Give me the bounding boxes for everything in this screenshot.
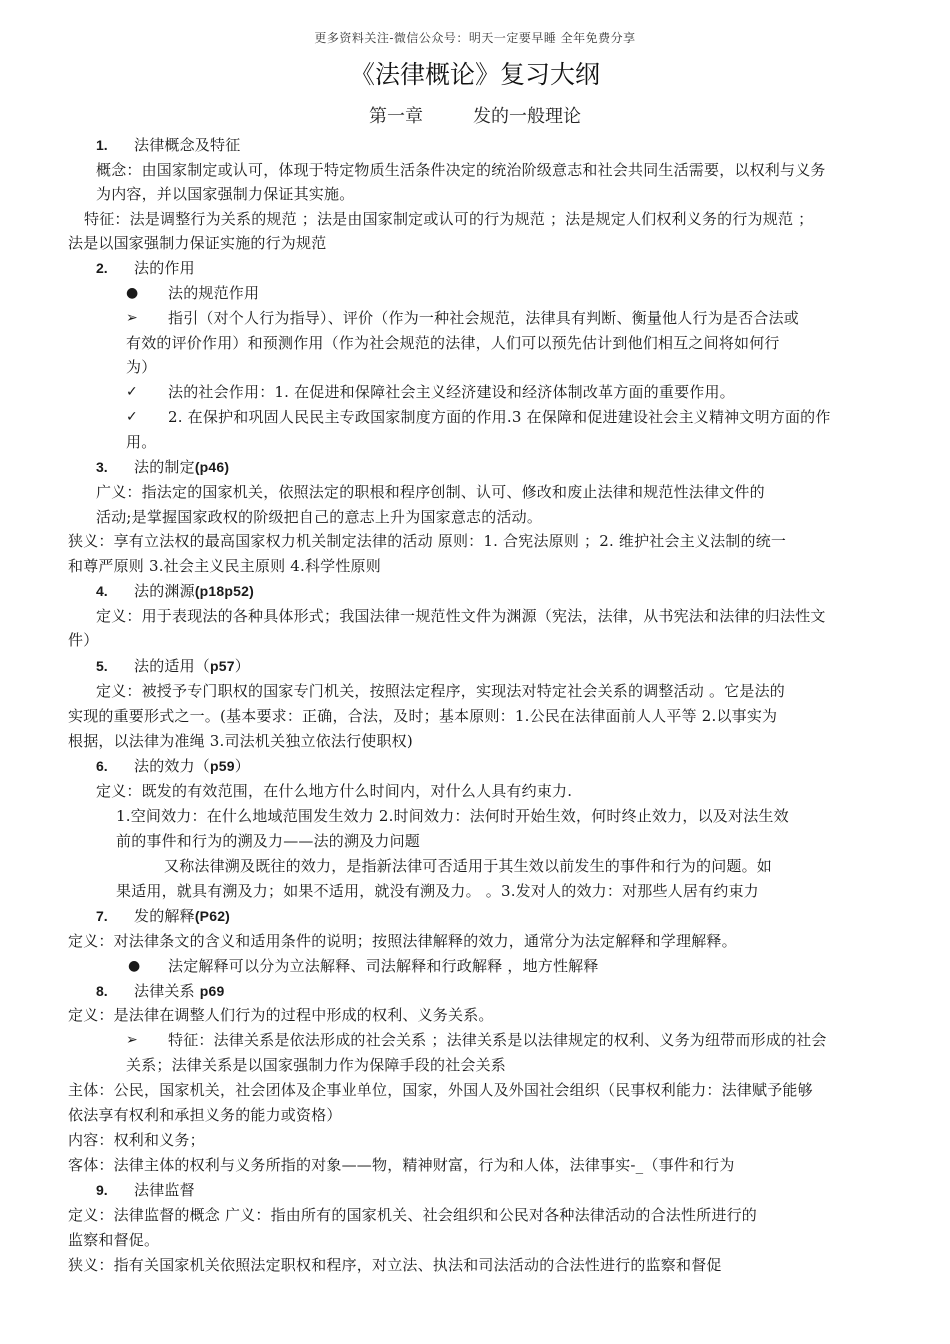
page-ref: p59 bbox=[210, 758, 235, 774]
section-number: 2. bbox=[96, 260, 108, 276]
section-number: 5. bbox=[96, 658, 108, 674]
bullet-dot-icon: ● bbox=[126, 285, 139, 301]
text-line: 件） bbox=[68, 631, 99, 649]
heading-tail: ） bbox=[234, 757, 250, 775]
text-line: 根据，以法律为准绳 3.司法机关独立依法行使职权) bbox=[68, 732, 413, 750]
page-title: 《法律概论》复习大纲 bbox=[349, 60, 600, 89]
text-line: 指引（对个人行为指导）、评价（作为一种社会规范，法律具有判断、衡量他人行为是否合法或 bbox=[168, 309, 799, 327]
section-number: 3. bbox=[96, 459, 108, 475]
chapter-name: 发的一般理论 bbox=[473, 106, 581, 127]
text-line: 实现的重要形式之一。(基本要求：正确，合法，及时；基本原则：1.公民在法律面前人人平等 2.以事实为 bbox=[68, 707, 778, 725]
section-heading bbox=[134, 457, 229, 477]
page-ref: p57 bbox=[210, 658, 235, 674]
text-line: 法的规范作用 bbox=[168, 284, 260, 302]
chapter-heading bbox=[0, 104, 950, 130]
text-line: 法是以国家强制力保证实施的行为规范 bbox=[68, 234, 327, 252]
bullet-arrow-icon: ➢ bbox=[126, 310, 138, 326]
text-line: 用。 bbox=[126, 433, 157, 451]
text-line: 1.空间效力：在什么地域范围发生效力 2.时间效力：法何时开始生效，何时终止效力，以及对法生效 bbox=[116, 807, 789, 825]
text-line: 有效的评价作用）和预测作用（作为社会规范的法律，人们可以预先估计到他们相互之间将如何行 bbox=[126, 334, 780, 352]
text-line: 又称法律溯及既往的效力，是指新法律可否适用于其生效以前发生的事件和行为的问题。如 bbox=[164, 857, 773, 875]
page-ref: (p46) bbox=[194, 459, 230, 475]
text-line: 定义：对法律条文的含义和适用条件的说明；按照法律解释的效力，通常分为法定解释和学理解释。 bbox=[68, 932, 737, 950]
text-line: 法定解释可以分为立法解释、司法解释和行政解释 ，地方性解释 bbox=[168, 957, 599, 975]
section-heading bbox=[134, 981, 225, 1001]
text-line: 客体：法律主体的权利与义务所指的对象——物，精神财富，行为和人体，法律事实-_（事件和行为 bbox=[68, 1156, 735, 1174]
text-line: 为） bbox=[126, 358, 157, 376]
section-number: 4. bbox=[96, 583, 108, 599]
text-line: 定义：被授予专门职权的国家专门机关，按照法定程序，实现法对特定社会关系的调整活动 。它是法的 bbox=[96, 682, 785, 700]
text-line: 概念：由国家制定或认可，体现于特定物质生活条件决定的统治阶级意志和社会共同生活需要，以权利与义务 bbox=[96, 161, 826, 179]
text-line: 为内容，并以国家强制力保证其实施。 bbox=[96, 185, 355, 203]
section-heading: 法的作用 bbox=[134, 259, 195, 277]
bullet-arrow-icon: ➢ bbox=[126, 1032, 138, 1048]
section-number: 1. bbox=[96, 137, 108, 153]
heading-text: 法的渊源 bbox=[134, 582, 195, 600]
bullet-dot-icon: ● bbox=[128, 958, 141, 974]
heading-text: 发的解释 bbox=[134, 907, 195, 925]
heading-text: 法的适用（ bbox=[134, 657, 211, 675]
text-line: 定义：法律监督的概念 广义：指由所有的国家机关、社会组织和公民对各种法律活动的合法性所进行的 bbox=[68, 1206, 757, 1224]
section-number: 9. bbox=[96, 1182, 108, 1198]
section-heading bbox=[134, 656, 250, 676]
text-line: 广义：指法定的国家机关，依照法定的职根和程序创制、认可、修改和废止法律和规范性法律文件的 bbox=[96, 483, 765, 501]
section-heading bbox=[134, 906, 230, 926]
text-line: 狭义：指有关国家机关依照法定职权和程序，对立法、执法和司法活动的合法性进行的监察和督促 bbox=[68, 1256, 722, 1274]
section-heading: 法律概念及特征 bbox=[134, 136, 241, 154]
bullet-check-icon: ✓ bbox=[126, 409, 138, 425]
page-ref: (p18p52) bbox=[194, 583, 254, 599]
section-heading: 法律监督 bbox=[134, 1181, 195, 1199]
text-line: 内容：权利和义务； bbox=[68, 1131, 205, 1149]
bullet-check-icon: ✓ bbox=[126, 384, 138, 400]
heading-text: 法的效力（ bbox=[134, 757, 211, 775]
text-line: 活动;是掌握国家政权的阶级把自己的意志上升为国家意志的活动。 bbox=[96, 508, 543, 526]
text-line: 法的社会作用：1. 在促进和保障社会主义经济建设和经济体制改革方面的重要作用。 bbox=[168, 383, 735, 401]
text-line: 前的事件和行为的溯及力——法的溯及力问题 bbox=[116, 832, 421, 850]
section-number: 7. bbox=[96, 908, 108, 924]
text-line: 主体：公民，国家机关，社会团体及企事业单位，国家，外国人及外国社会组织（民事权利能力：法律赋予能够 bbox=[68, 1081, 813, 1099]
text-line: 定义：既发的有效范围，在什么地方什么时间内，对什么人具有约束力. bbox=[96, 782, 573, 800]
text-line: 和尊严原则 3.社会主义民主原则 4.科学性原则 bbox=[68, 557, 381, 575]
page-ref: (P62) bbox=[194, 908, 231, 924]
text-line: 定义：用于表现法的各种具体形式；我国法律一规范性文件为渊源（宪法，法律，从书宪法和法律的归法性文 bbox=[96, 607, 826, 625]
section-number: 8. bbox=[96, 983, 108, 999]
heading-tail: ） bbox=[234, 657, 250, 675]
section-heading bbox=[134, 581, 254, 601]
text-line: 2. 在保护和巩固人民民主专政国家制度方面的作用.3 在保障和促进建设社会主义精神文明方面的作 bbox=[168, 408, 831, 426]
heading-text: 法律关系 bbox=[134, 982, 200, 1000]
text-line: 特征：法是调整行为关系的规范 ；法是由国家制定或认可的行为规范 ；法是规定人们权利义务的行为规范 ； bbox=[84, 210, 814, 228]
text-line: 果适用，就具有溯及力；如果不适用，就没有溯及力。 。3.发对人的效力：对那些人居有约束力 bbox=[116, 882, 759, 900]
page-ref: p69 bbox=[199, 983, 225, 999]
text-line: 依法享有权利和承担义务的能力或资格） bbox=[68, 1106, 342, 1124]
text-line: 监察和督促。 bbox=[68, 1231, 160, 1249]
text-line: 狭义：享有立法权的最高国家权力机关制定法律的活动 原则：1. 合宪法原则 ；2. 维护社会主义法制的统一 bbox=[68, 532, 787, 550]
section-number: 6. bbox=[96, 758, 108, 774]
text-line: 关系；法律关系是以国家强制力作为保障手段的社会关系 bbox=[126, 1056, 507, 1074]
text-line: 特征：法律关系是依法形成的社会关系 ；法律关系是以法律规定的权利、义务为纽带而形成的社会 bbox=[168, 1031, 827, 1049]
header-note: 更多资料关注-微信公众号：明天一定要早睡 全年免费分享 bbox=[314, 31, 636, 45]
chapter-label: 第一章 bbox=[369, 106, 423, 127]
heading-text: 法的制定 bbox=[134, 458, 195, 476]
section-heading bbox=[134, 756, 250, 776]
text-line: 定义：是法律在调整人们行为的过程中形成的权利、义务关系。 bbox=[68, 1006, 494, 1024]
